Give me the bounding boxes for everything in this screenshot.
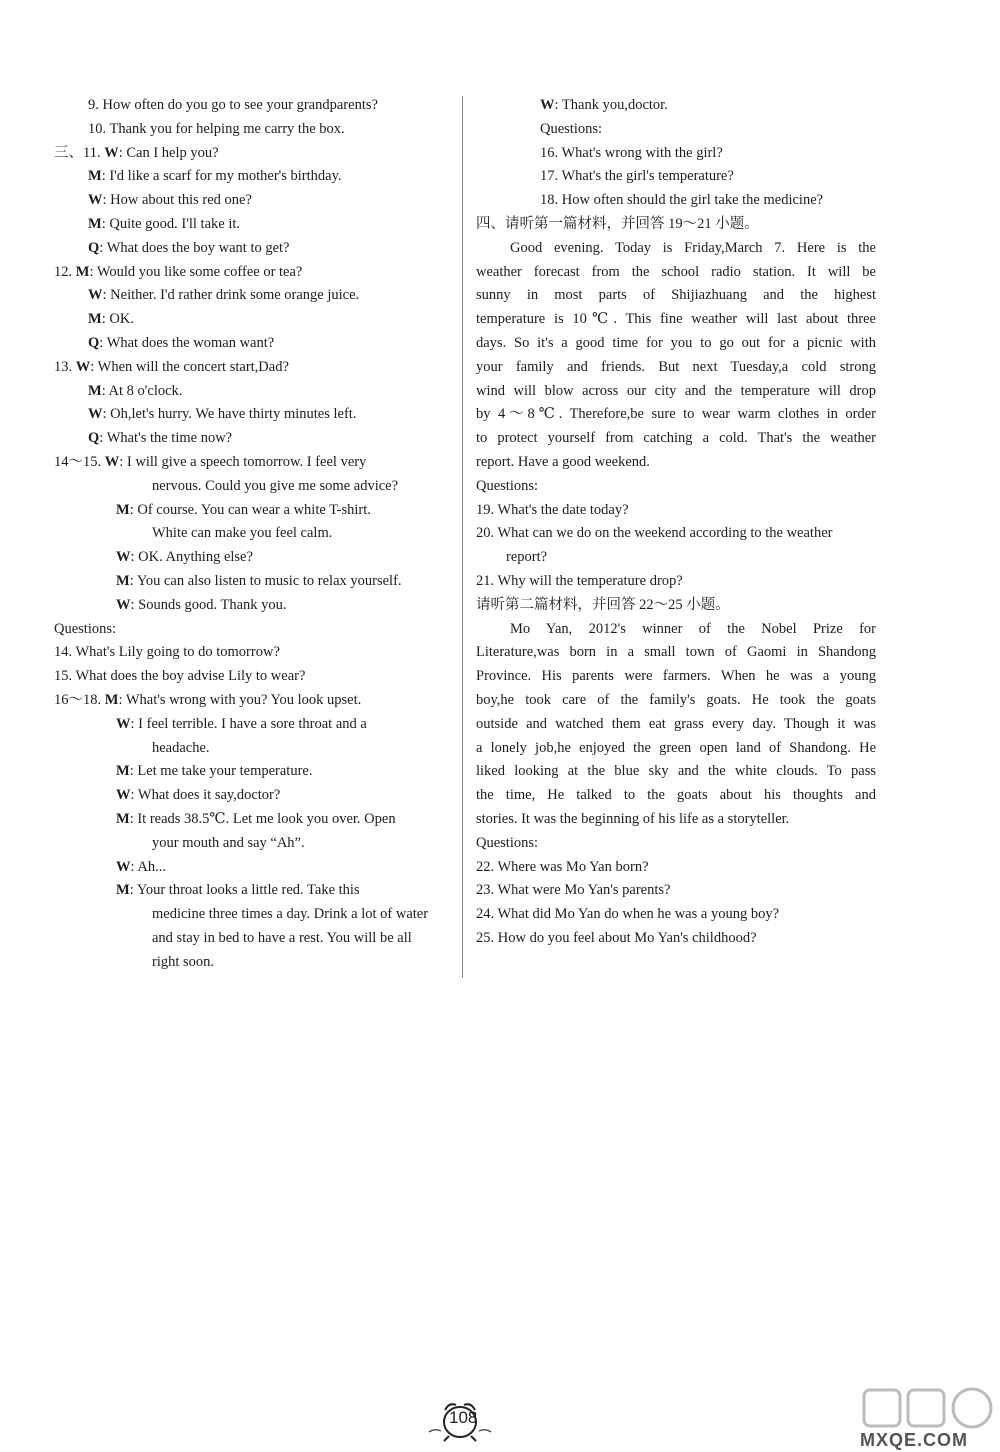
dialogue-line: W: What does it say,doctor? [116,787,281,804]
dialogue-line: medicine three times a day. Drink a lot of water [152,906,429,923]
dialogue-line: and stay in bed to have a rest. You will be all [152,929,412,946]
dialogue-line: M: Of course. You can wear a white T-shirt. [116,501,371,518]
dialogue-line: M: At 8 o'clock. [88,382,183,399]
questions-heading: Questions: [540,120,603,137]
questions-heading: Questions: [476,477,539,494]
dialogue-line: W: Neither. I'd rather drink some orange juice. [88,287,360,304]
dialogue-line: 16～18. M: What's wrong with you? You look upset. [54,691,362,708]
dialogue-line: M: OK. [88,311,134,328]
dialogue-line: W: Ah... [116,858,166,875]
dialogue-line: 14～15. W: I will give a speech tomorrow. I feel very [54,453,367,470]
dialogue-line: 三、11. W: Can I help you? [54,144,219,161]
question-line: 25. How do you feel about Mo Yan's childhood? [476,929,757,946]
dialogue-line: W: How about this red one? [88,192,252,209]
right-column [476,94,876,951]
dialogue-line: W: OK. Anything else? [116,549,253,566]
question-line: 10. Thank you for helping me carry the box. [88,120,345,137]
passage-line: to protect yourself from catching a cold. That's the weather [476,430,876,447]
dialogue-line: 12. M: Would you like some coffee or tea? [54,263,303,280]
question-line: 23. What were Mo Yan's parents? [476,882,671,899]
dialogue-line: headache. [152,739,210,756]
dialogue-line: M: Quite good. I'll take it. [88,215,241,232]
question-line: 19. What's the date today? [476,501,629,518]
question-line: 20. What can we do on the weekend according to the weather [476,525,833,542]
dialogue-line: W: Thank you,doctor. [540,97,668,113]
dialogue-line: M: You can also listen to music to relax yourself. [116,572,402,589]
passage-line: your family and friends. But next Tuesday,a cold strong [476,358,876,375]
dialogue-line: M: Let me take your temperature. [116,763,313,780]
questions-heading: Questions: [476,834,539,851]
passage-line: Mo Yan, 2012's winner of the Nobel Prize for [510,620,876,637]
dialogue-line: nervous. Could you give me some advice? [152,477,399,494]
dialogue-line: M: I'd like a scarf for my mother's birthday. [88,168,342,185]
question-line: 24. What did Mo Yan do when he was a young boy? [476,906,780,923]
questions-heading: Questions: [54,620,117,637]
passage-line: Province. His parents were farmers. When he was a young [476,668,876,685]
column-divider [462,96,463,978]
passage-line: by 4～8℃. Therefore,be sure to wear warm clothes in order [476,406,876,423]
question-line: 9. How often do you go to see your grandparents? [88,97,378,113]
question-line: 14. What's Lily going to do tomorrow? [54,644,280,661]
page-number: 108 [449,1408,478,1427]
dialogue-line: W: Oh,let's hurry. We have thirty minutes left. [88,406,357,423]
dialogue-line: 13. W: When will the concert start,Dad? [54,358,289,375]
dialogue-line: W: Sounds good. Thank you. [116,596,287,613]
passage-line: sunny in most parts of Shijiazhuang and the highest [476,287,876,304]
passage-line: wind will blow across our city and the temperature will drop [476,382,876,399]
passage-line: Literature,was born in a small town of Gaomi in Shandong [476,644,876,661]
passage-line: the time, He talked to the goats about his thoughts and [476,787,876,804]
passage-line: report. Have a good weekend. [476,453,650,470]
section-heading: 请听第二篇材料，并回答 22～25 小题。 [476,596,730,613]
dialogue-line: right soon. [152,953,215,970]
dialogue-line: M: Your throat looks a little red. Take this [116,882,360,899]
dialogue-line: W: I feel terrible. I have a sore throat and a [116,715,367,732]
question-line: 22. Where was Mo Yan born? [476,858,649,875]
passage-line: liked looking at the blue sky and the white clouds. To pass [476,763,876,780]
dialogue-line: White can make you feel calm. [152,525,333,542]
question-line: 21. Why will the temperature drop? [476,572,683,589]
watermark-logo [860,1386,1000,1452]
passage-line: boy,he took care of the family's goats. He took the goats [476,691,876,708]
passage-line: stories. It was the beginning of his life as a storyteller. [476,810,790,827]
watermark-glyph-icon [860,1386,1000,1432]
question-line: 17. What's the girl's temperature? [540,168,734,185]
left-column [54,94,456,974]
question-line: report? [506,549,548,566]
passage-line: Good evening. Today is Friday,March 7. Here is the [510,239,876,256]
passage-line: temperature is 10℃. This fine weather will last about three [476,311,876,328]
dialogue-line: M: It reads 38.5℃. Let me look you over. Open [116,810,396,827]
watermark-text: MXQE.COM [860,1430,969,1450]
passage-line: days. So it's a good time for you to go out for a picnic with [476,334,876,351]
section-heading: 四、请听第一篇材料，并回答 19～21 小题。 [476,215,759,232]
dialogue-line: Q: What does the woman want? [88,334,275,351]
question-line: 18. How often should the girl take the medicine? [540,192,824,209]
question-line: 16. What's wrong with the girl? [540,144,723,161]
passage-line: a lonely job,he enjoyed the green open land of Shandong. He [476,739,876,756]
dialogue-line: Q: What's the time now? [88,430,233,447]
dialogue-line: Q: What does the boy want to get? [88,239,290,256]
passage-line: weather forecast from the school radio station. It will be [476,263,876,280]
passage-line: outside and watched them eat grass every day. Though it was [476,715,876,732]
dialogue-line: your mouth and say “Ah”. [152,834,305,851]
question-line: 15. What does the boy advise Lily to wear? [54,668,306,685]
